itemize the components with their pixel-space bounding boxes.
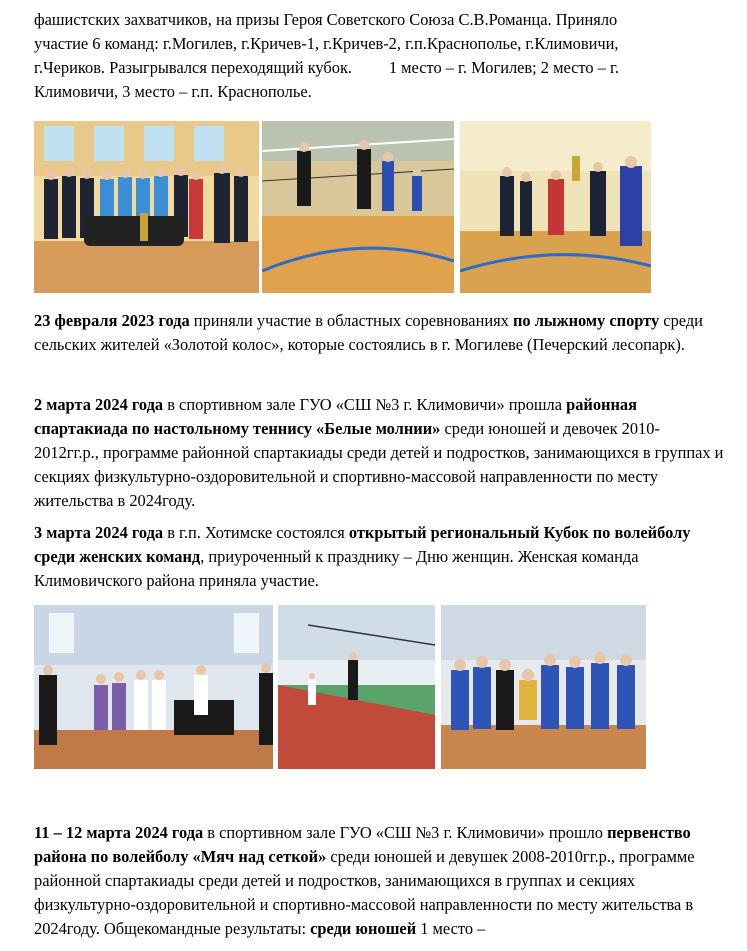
bold-tennis-event: районная спартакиада по настольному теннису «Белые молнии» bbox=[34, 395, 637, 438]
bold-ski-sport: по лыжному спорту bbox=[512, 311, 660, 330]
text-tennis-1: в спортивном зале ГУО «СШ №3 г. Климовичи» прошла bbox=[163, 395, 567, 414]
intro-line-3: г.Чериков. Разыгрывался переходящий кубок. 1 место – г. Могилев; 2 место – г. bbox=[34, 58, 619, 77]
intro-line-1: фашистских захватчиков, на призы Героя Советского Союза С.В.Романца. Приняло bbox=[34, 10, 618, 29]
bold-womens-volleyball-cup: открытый региональный Кубок по волейболу среди женских команд bbox=[34, 523, 691, 566]
intro-line-2: участие 6 команд: г.Могилев, г.Кричев-1, г.Кричев-2, г.п.Краснополье, г.Климовичи, bbox=[34, 34, 619, 53]
date-tennis: 2 марта 2024 года bbox=[34, 395, 164, 414]
intro-line-4: Климовичи, 3 место – г.п. Краснополье. bbox=[34, 82, 312, 101]
text-volleyball-championship-1: в спортивном зале ГУО «СШ №3 г. Климовичи» прошло bbox=[203, 823, 608, 842]
text-ski-1: приняли участие в областных соревнованиях bbox=[189, 311, 513, 330]
date-womens-volleyball: 3 марта 2024 года bbox=[34, 523, 164, 542]
photo-volleyball-match-men bbox=[262, 121, 454, 293]
photo-award-ceremony bbox=[460, 121, 651, 293]
text-womens-volleyball-1: в г.п. Хотимске состоялся bbox=[163, 523, 349, 542]
date-ski: 23 февраля 2023 года bbox=[34, 311, 190, 330]
bold-volleyball-championship: первенство района по волейболу «Мяч над сеткой» bbox=[34, 823, 691, 866]
text-volleyball-championship-2: среди юношей и девушек 2008-2010гг.р., программе районной спартакиады среди детей и подростков, занимающихся в группах и секциях физкультурно-оздоровительной и спортивно-массовой направленности по месту жительства в 2024году. Общекомандные результаты: bbox=[34, 847, 695, 938]
paragraph-table-tennis bbox=[34, 393, 724, 513]
text-tennis-2: среди юношей и девочек 2010-2012гг.р., программе районной спартакиады среди детей и подростков, занимающихся в группах и секциях физкультурно-оздоровительной и спортивно-массовой направленности по месту жительства в 2024году. bbox=[34, 419, 724, 510]
paragraph-ski-competition bbox=[34, 309, 724, 357]
paragraph-womens-volleyball bbox=[34, 521, 724, 593]
intro-paragraph bbox=[34, 8, 724, 104]
text-womens-volleyball-2: , приуроченный к празднику – Дню женщин. Женская команда Климовичского района приняла участие. bbox=[34, 547, 639, 590]
photo-womens-team-blue bbox=[441, 605, 646, 769]
bold-boys-results: среди юношей bbox=[310, 919, 417, 938]
text-ski-2: среди сельских жителей «Золотой колос», которые состоялись в г. Могилеве (Печерский лесопарк). bbox=[34, 311, 703, 354]
text-volleyball-championship-3: 1 место – bbox=[416, 919, 486, 938]
photo-womens-team-group bbox=[34, 605, 273, 769]
photo-womens-volleyball-match bbox=[278, 605, 435, 769]
photo-team-group-men bbox=[34, 121, 259, 293]
paragraph-volleyball-championship bbox=[34, 821, 724, 941]
date-volleyball-championship: 11 – 12 марта 2024 года bbox=[34, 823, 204, 842]
